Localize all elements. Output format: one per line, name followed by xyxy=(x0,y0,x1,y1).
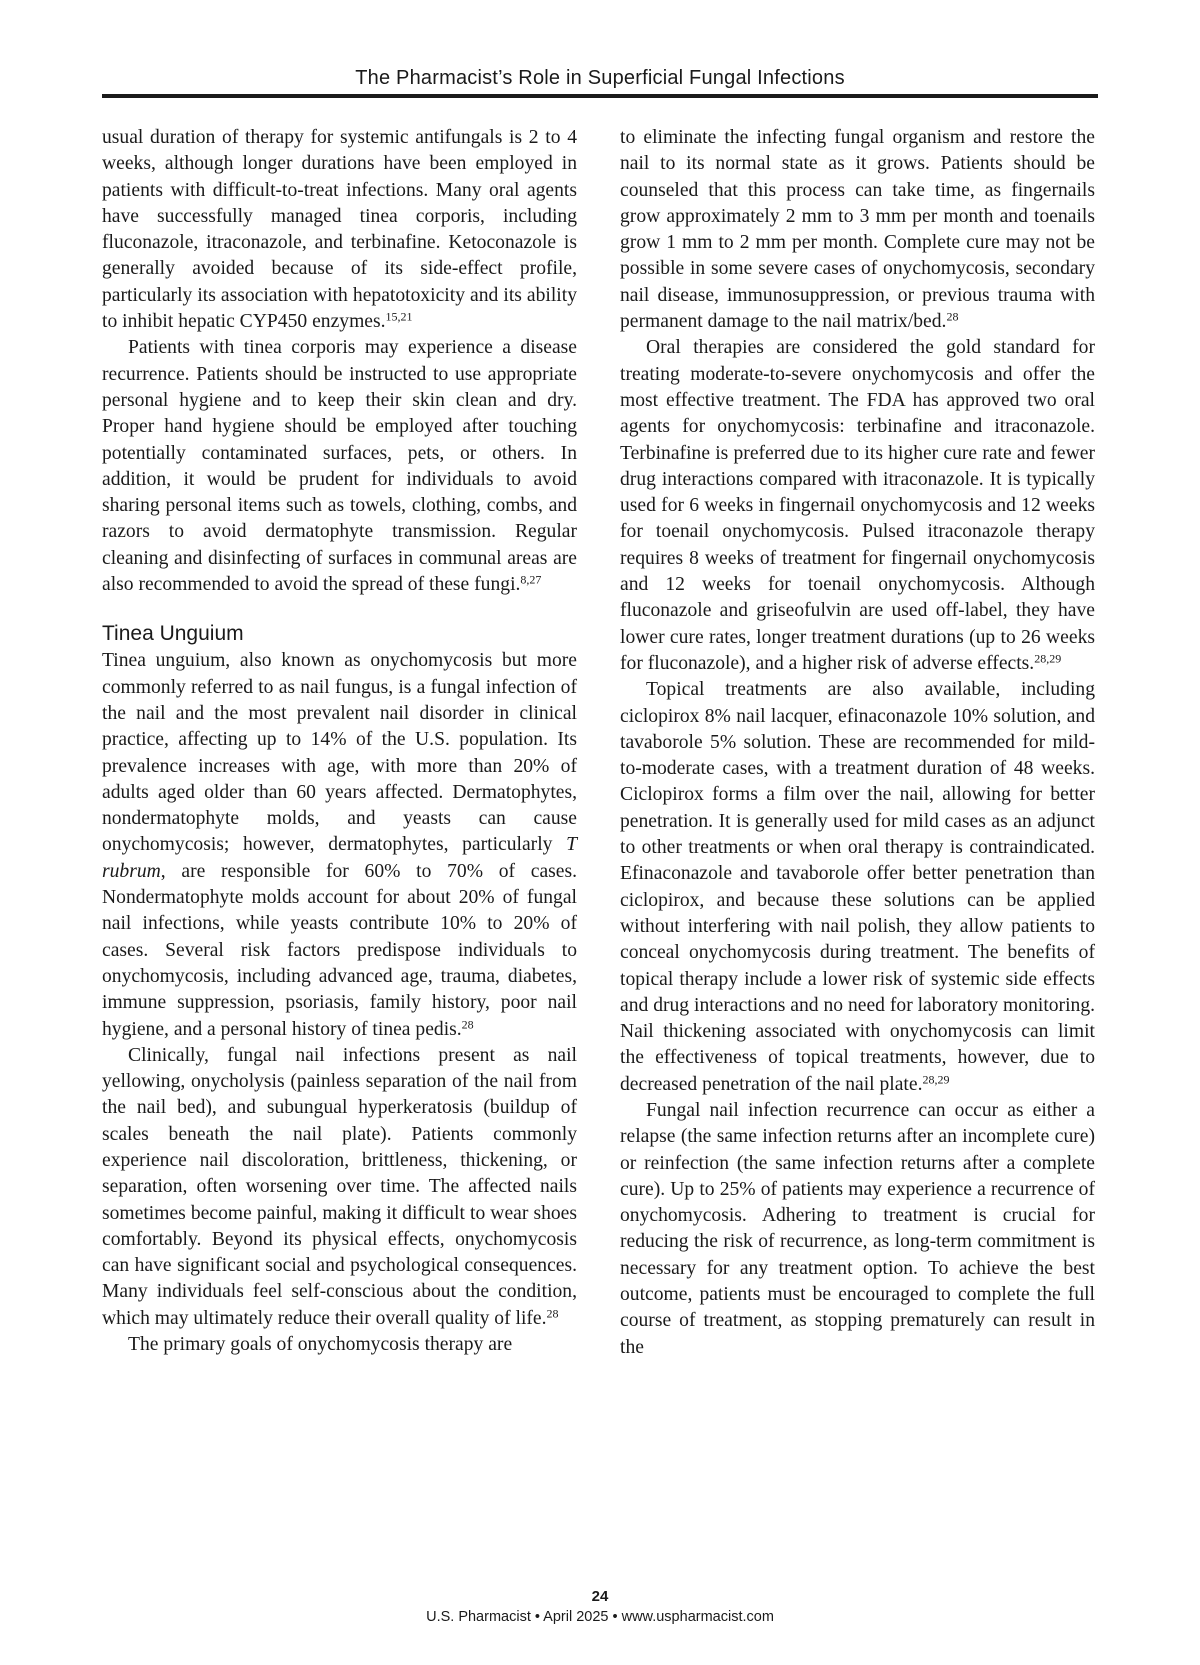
paragraph xyxy=(620,125,1095,335)
paragraph xyxy=(620,677,1095,1098)
paragraph-text: Oral therapies are considered the gold standard for treating moderate-to-severe onychomycosis and offer the most effective treatment. The FDA has approved two oral agents for onychomycosis: terbinafine and itraconazole. Terbinafine is preferred due to its higher cure rate and fewer drug interactions compared with itraconazole. It is typically used for 6 weeks in fingernail onychomycosis and 12 weeks for toenail onychomycosis. Pulsed itraconazole therapy requires 8 weeks of treatment for fingernail onychomycosis and 12 weeks for toenail onychomycosis. Although fluconazole and griseofulvin are used off-label, they have lower cure rates, longer treatment durations (up to 26 weeks for fluconazole), and a higher risk of adverse effects. xyxy=(620,337,1095,674)
paragraph xyxy=(102,335,577,598)
paragraph xyxy=(102,1043,577,1332)
reference-superscript: 28 xyxy=(461,1016,474,1031)
reference-superscript: 28 xyxy=(946,309,959,324)
paragraph-text: Fungal nail infection recurrence can occur as either a relapse (the same infection returns after an incomplete cure) or reinfection (the same infection returns after a complete cure). Up to 25% of patients may experience a recurrence of onychomycosis. Adhering to treatment is crucial for reducing the risk of recurrence, as long-term commitment is necessary for any treatment option. To achieve the best outcome, patients must be encouraged to complete the full course of treatment, as stopping prematurely can result in the xyxy=(620,1099,1095,1358)
left-column xyxy=(102,125,577,1358)
reference-superscript: 28,29 xyxy=(1034,651,1062,666)
paragraph-text: Topical treatments are also available, including ciclopirox 8% nail lacquer, efinaconazole 10% solution, and tavaborole 5% solution. These are recommended for mild-to-moderate cases, with a treatment duration of 48 weeks. Ciclopirox forms a film over the nail, allowing for better penetration. It is generally used for mild cases as an adjunct to other treatments or when oral therapy is contraindicated. Efinaconazole and tavaborole offer better penetration than ciclopirox, and because these solutions can be applied without interfering with nail polish, they allow patients to conceal onychomycosis during treatment. The benefits of topical therapy include a lower risk of systemic side effects and drug interactions and no need for laboratory monitoring. Nail thickening associated with onychomycosis can limit the effectiveness of topical treatments, however, due to decreased penetration of the nail plate. xyxy=(620,679,1096,1095)
reference-superscript: 15,21 xyxy=(385,309,413,324)
paragraph-text: usual duration of therapy for systemic antifungals is 2 to 4 weeks, although longer durations have been employed in patients with difficult-to-treat infections. Many oral agents have successfully managed tinea corporis, including fluconazole, itraconazole, and terbinafine. Ketoconazole is generally avoided because of its side-effect profile, particularly its association with hepatotoxicity and its ability to inhibit hepatic CYP450 enzymes. xyxy=(102,127,577,333)
italic-species-name: T rubrum xyxy=(102,834,577,882)
publication-footer: U.S. Pharmacist • April 2025 • www.uspharmacist.com xyxy=(426,1609,774,1625)
right-column xyxy=(620,125,1095,1361)
paragraph xyxy=(102,125,577,335)
reference-superscript: 8,27 xyxy=(520,572,542,587)
paragraph-text: Clinically, fungal nail infections present as nail yellowing, onycholysis (painless separation of the nail from the nail bed), and subungual hyperkeratosis (buildup of scales beneath the nail plate). Patients commonly experience nail discoloration, brittleness, thickening, or separation, often worsening over time. The affected nails sometimes become painful, making it difficult to wear shoes comfortably. Beyond its physical effects, onychomycosis can have significant social and psychological consequences. Many individuals feel self-conscious about the condition, which may ultimately reduce their overall quality of life. xyxy=(102,1044,577,1329)
reference-superscript: 28,29 xyxy=(922,1072,950,1087)
paragraph-text: Patients with tinea corporis may experience a disease recurrence. Patients should be instructed to use appropriate personal hygiene and to keep their skin clean and dry. Proper hand hygiene should be employed after touching potentially contaminated surfaces, pets, or others. In addition, it would be prudent for individuals to avoid sharing personal items such as towels, clothing, combs, and razors to avoid dermatophyte transmission. Regular cleaning and disinfecting of surfaces in communal areas are also recommended to avoid the spread of these fungi. xyxy=(102,337,577,596)
running-title: The Pharmacist’s Role in Superficial Fungal Infections xyxy=(355,67,845,89)
paragraph-text: The primary goals of onychomycosis therapy are xyxy=(128,1334,513,1356)
paragraph xyxy=(102,1332,577,1358)
paragraph xyxy=(102,648,577,1042)
paragraph xyxy=(620,335,1095,677)
paragraph-text: , are responsible for 60% to 70% of cases. Nondermatophyte molds account for about 20% of fungal nail infections, while yeasts contribute 10% to 20% of cases. Several risk factors predispose individuals to onychomycosis, including advanced age, trauma, diabetes, immune suppression, psoriasis, family history, poor nail hygiene, and a personal history of tinea pedis. xyxy=(102,860,577,1040)
page-number: 24 xyxy=(591,1588,609,1605)
paragraph-text: to eliminate the infecting fungal organism and restore the nail to its normal state as it grows. Patients should be counseled that this process can take time, as fingernails grow approximately 2 mm to 3 mm per month and toenails grow 1 mm to 2 mm per month. Complete cure may not be possible in some severe cases of onychomycosis, secondary nail disease, immunosuppression, or previous trauma with permanent damage to the nail matrix/bed. xyxy=(620,127,1095,333)
header-rule xyxy=(102,94,1098,98)
section-heading: Tinea Unguium xyxy=(102,622,244,646)
paragraph-text: Tinea unguium, also known as onychomycosis but more commonly referred to as nail fungus, is a fungal infection of the nail and the most prevalent nail disorder in clinical practice, affecting up to 14% of the U.S. population. Its prevalence increases with age, with more than 20% of adults aged older than 60 years affected. Dermatophytes, nondermatophyte molds, and yeasts can cause onychomycosis; however, dermatophytes, particularly xyxy=(102,650,577,856)
paragraph xyxy=(620,1098,1095,1361)
reference-superscript: 28 xyxy=(546,1306,559,1321)
